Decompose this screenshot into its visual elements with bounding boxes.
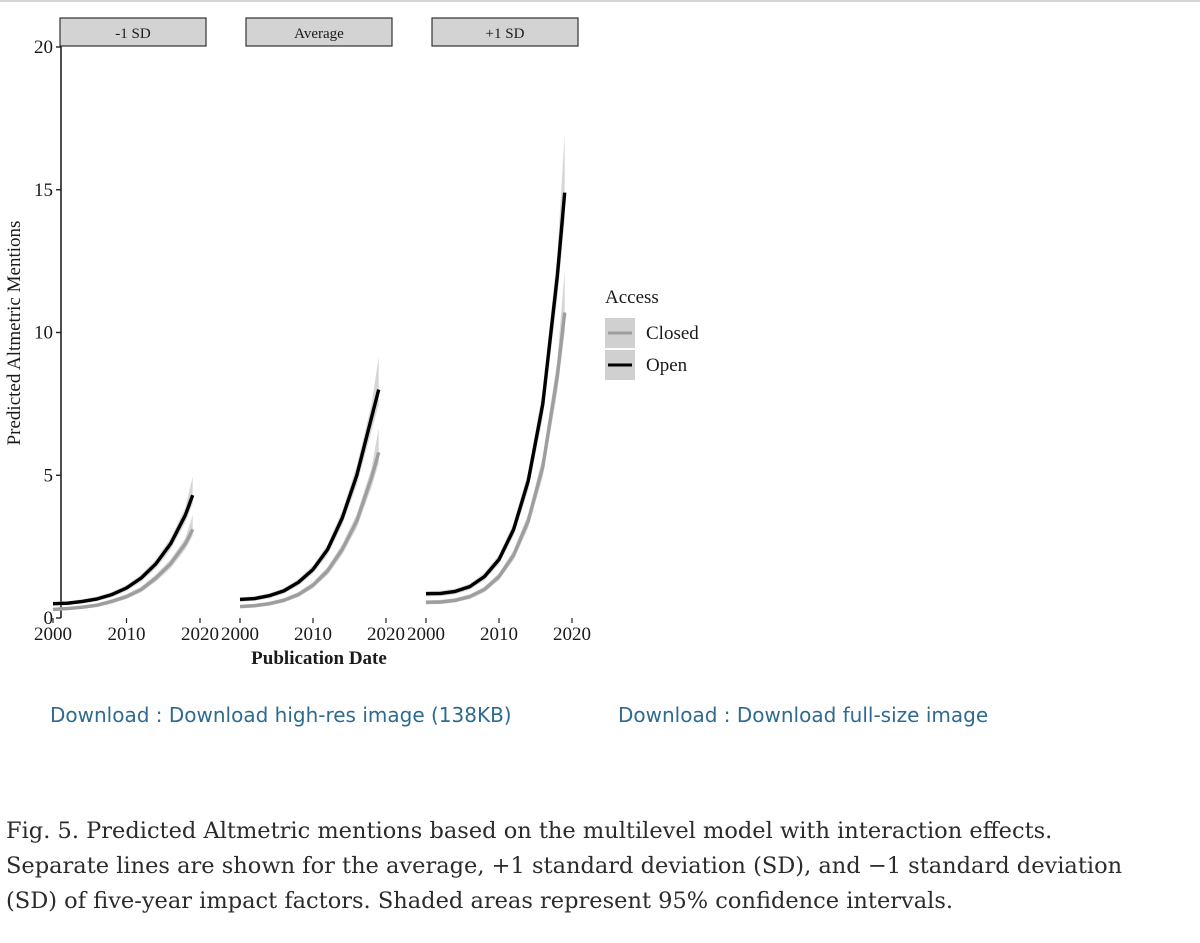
x-tick-label: 2020 (553, 624, 591, 645)
x-tick-label: 2000 (34, 624, 72, 645)
x-tick-label: 2010 (294, 624, 332, 645)
legend-label-closed: Closed (646, 323, 699, 344)
download-hires-link[interactable]: Download : Download high-res image (138KB) (50, 703, 512, 727)
x-axis-label: Publication Date (251, 648, 387, 669)
y-tick-label: 10 (34, 322, 53, 344)
y-axis-label: Predicted Altmetric Mentions (4, 220, 25, 446)
panel-strip-label: -1 SD (115, 26, 151, 42)
x-tick-label: 2010 (480, 624, 518, 645)
x-tick-label: 2020 (367, 624, 405, 645)
figure-caption (6, 814, 1196, 919)
x-tick-label: 2010 (107, 624, 146, 645)
panel-strip-label: +1 SD (485, 26, 525, 42)
caption-line: Fig. 5. Predicted Altmetric mentions based on the multilevel model with interaction effects. (6, 818, 1053, 844)
caption-line: Separate lines are shown for the average, +1 standard deviation (SD), and −1 standard deviation (6, 853, 1123, 879)
confidence-band (426, 134, 565, 596)
confidence-band (240, 357, 379, 602)
y-tick-label: 20 (34, 37, 53, 58)
series-line-closed (426, 313, 565, 603)
x-tick-label: 2020 (181, 624, 219, 645)
legend-title: Access (605, 287, 659, 308)
series-line-open (240, 390, 379, 600)
x-tick-label: 2000 (407, 624, 445, 645)
y-tick-label: 0 (43, 608, 53, 629)
y-tick-label: 5 (43, 465, 53, 487)
caption-line: (SD) of five-year impact factors. Shaded areas represent 95% confidence intervals. (6, 888, 954, 914)
download-links (0, 703, 1200, 733)
series-line-open (426, 193, 565, 594)
panel-strip-label: Average (294, 26, 344, 42)
x-tick-label: 2000 (221, 624, 259, 645)
confidence-band (426, 270, 565, 605)
legend-label-open: Open (646, 355, 688, 376)
download-fullsize-link[interactable]: Download : Download full-size image (618, 703, 989, 727)
y-tick-label: 15 (34, 179, 53, 201)
